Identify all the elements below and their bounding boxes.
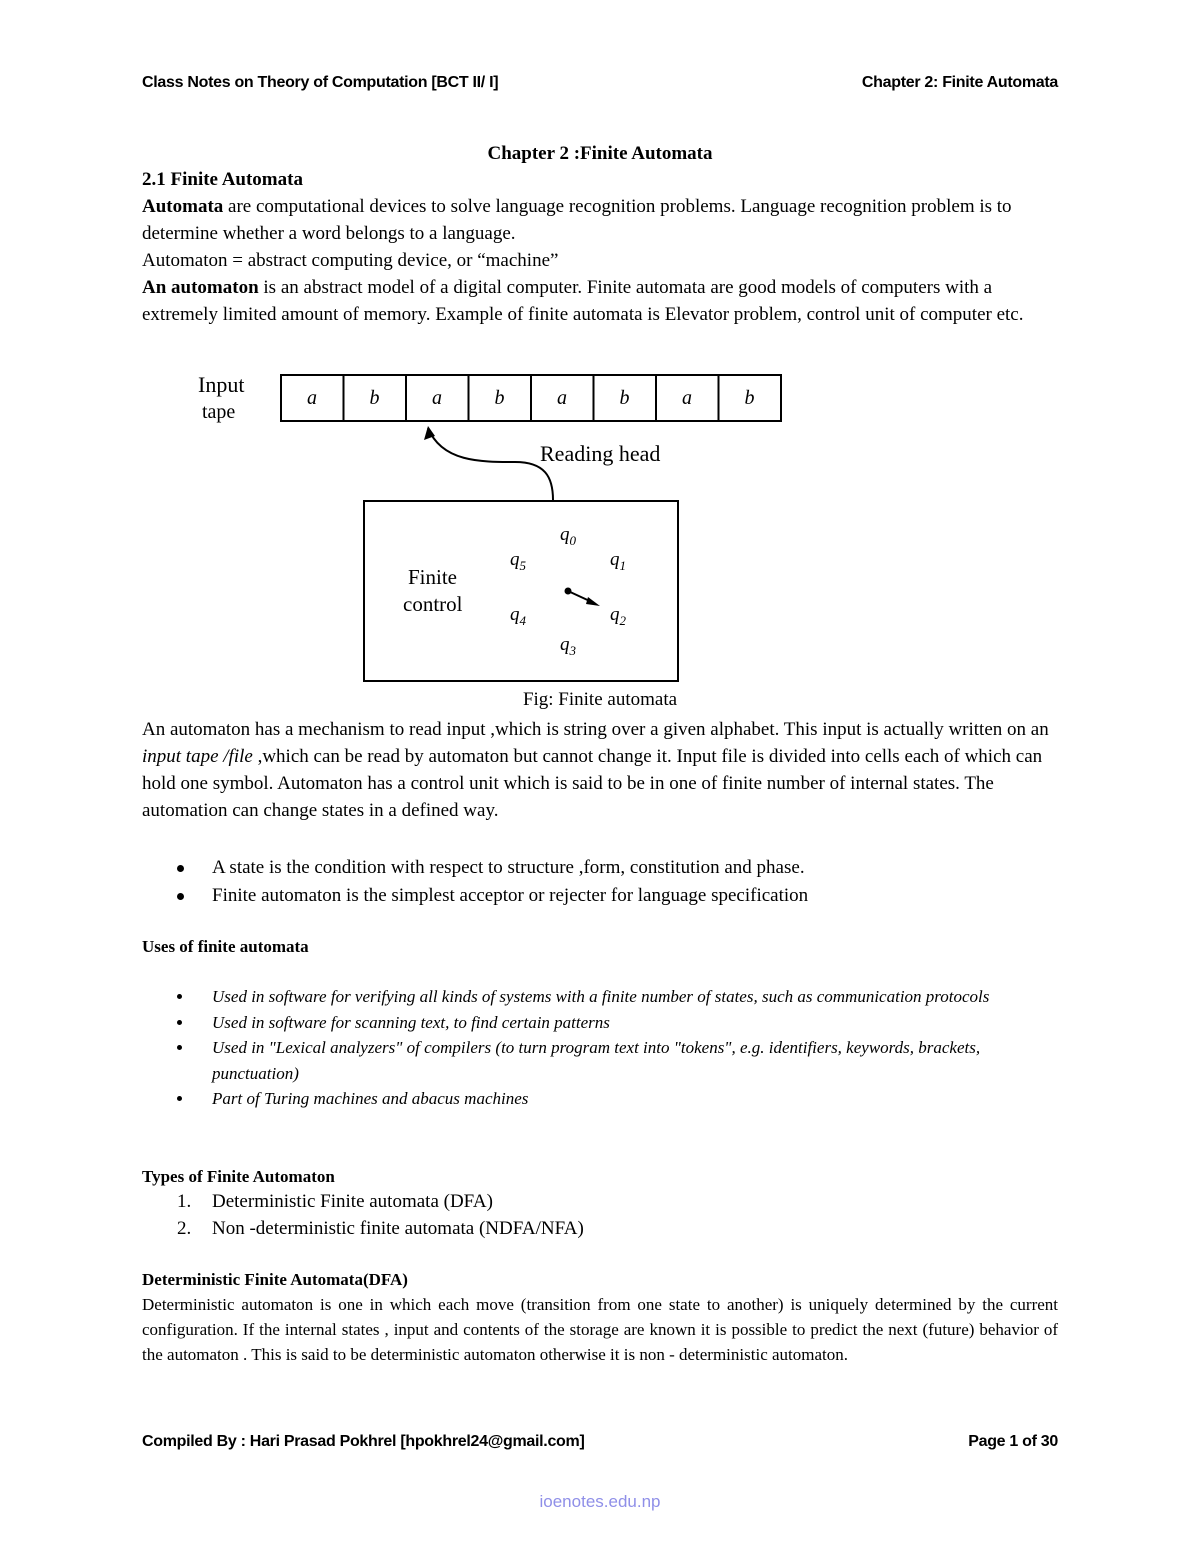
list-item: Used in "Lexical analyzers" of compilers (to turn program text into "tokens", e.g. identifiers, keywords, brackets, punctuation) <box>142 1035 1058 1086</box>
section-intro <box>142 166 1058 328</box>
chapter-title: Chapter 2 :Finite Automata <box>487 143 713 164</box>
dfa-heading: Deterministic Finite Automata(DFA) <box>142 1270 408 1289</box>
footer-left: Compiled By : Hari Prasad Pokhrel [hpokhrel24@gmail.com] <box>142 1433 585 1450</box>
uses-list <box>142 984 1058 1112</box>
state-label: $q_4$ <box>510 604 526 628</box>
types-list <box>142 1188 1058 1242</box>
para-mechanism: An automaton has a mechanism to read input ,which is string over a given alphabet. This input is actually written on an input tape /file ,which can be read by automaton but cannot change it. Input file is divided into cells each of which can hold one symbol. Automaton has a control unit which is said to be in one of finite number of internal states. The automation can change states in a defined way. <box>142 719 1049 821</box>
finite-automata-figure <box>180 362 800 687</box>
tape-symbol: a <box>432 387 442 409</box>
state-label: $q_5$ <box>510 549 526 573</box>
tape-symbol: b <box>494 387 505 409</box>
list-item: A state is the condition with respect to structure ,form, constitution and phase. <box>142 854 1058 882</box>
footer-page-number: Page 1 of 30 <box>968 1433 1058 1450</box>
paragraph: An automaton is an abstract model of a digital computer. Finite automata are good models of computers with a extremely limited amount of memory. Example of finite automata is Elevator problem, control unit of computer etc. <box>142 277 1024 325</box>
tape-symbol: a <box>682 387 692 409</box>
list-item: 2. Non -deterministic finite automata (NDFA/NFA) <box>177 1218 584 1239</box>
tape-label: tape <box>202 401 236 423</box>
paragraph: Automata are computational devices to solve language recognition problems. Language recognition problem is to determine whether a word belongs to a language. <box>142 196 1012 244</box>
uses-heading: Uses of finite automata <box>142 937 309 956</box>
list-item: Finite automaton is the simplest acceptor or rejecter for language specification <box>142 882 1058 910</box>
reading-head-arrow <box>428 428 553 500</box>
state-label: $q_0$ <box>560 524 576 548</box>
state-label: $q_1$ <box>610 549 626 573</box>
state-label: $q_3$ <box>560 634 576 658</box>
tape-symbol: a <box>557 387 567 409</box>
control-label: Finite <box>408 565 458 589</box>
state-label: $q_2$ <box>610 604 626 628</box>
figure-caption: Fig: Finite automata <box>522 689 678 710</box>
tape-symbol: b <box>369 387 380 409</box>
tape-symbol: b <box>744 387 755 409</box>
input-tape <box>281 375 781 421</box>
header-right: Chapter 2: Finite Automata <box>861 74 1058 91</box>
watermark: ioenotes.edu.np <box>539 1492 661 1511</box>
reading-head-label: Reading head <box>540 441 661 466</box>
control-label: control <box>403 592 463 616</box>
dfa-paragraph: Deterministic automaton is one in which each move (transition from one state to another) is uniquely determined by the current configuration. If the internal states , input and contents of the storage are known it is possible to predict the next (future) behavior of the automaton . This is said to be deterministic automaton otherwise it is non - deterministic automaton. <box>142 1295 1058 1364</box>
header-left: Class Notes on Theory of Computation [BCT II/ I] <box>142 74 499 91</box>
list-item: Part of Turing machines and abacus machines <box>142 1086 1058 1112</box>
section-heading: 2.1 Finite Automata <box>142 169 303 190</box>
input-label: Input <box>198 372 245 397</box>
paragraph: Automaton = abstract computing device, or “machine” <box>142 250 559 271</box>
finite-control-box <box>364 501 678 681</box>
tape-symbol: a <box>307 387 317 409</box>
list-item: Used in software for verifying all kinds of systems with a finite number of states, such as communication protocols <box>142 984 1058 1010</box>
bullet-list <box>142 854 1058 910</box>
list-item: 1. Deterministic Finite automata (DFA) <box>177 1191 493 1212</box>
list-item: Used in software for scanning text, to find certain patterns <box>142 1010 1058 1036</box>
types-heading: Types of Finite Automaton <box>142 1167 335 1186</box>
tape-symbol: b <box>619 387 630 409</box>
